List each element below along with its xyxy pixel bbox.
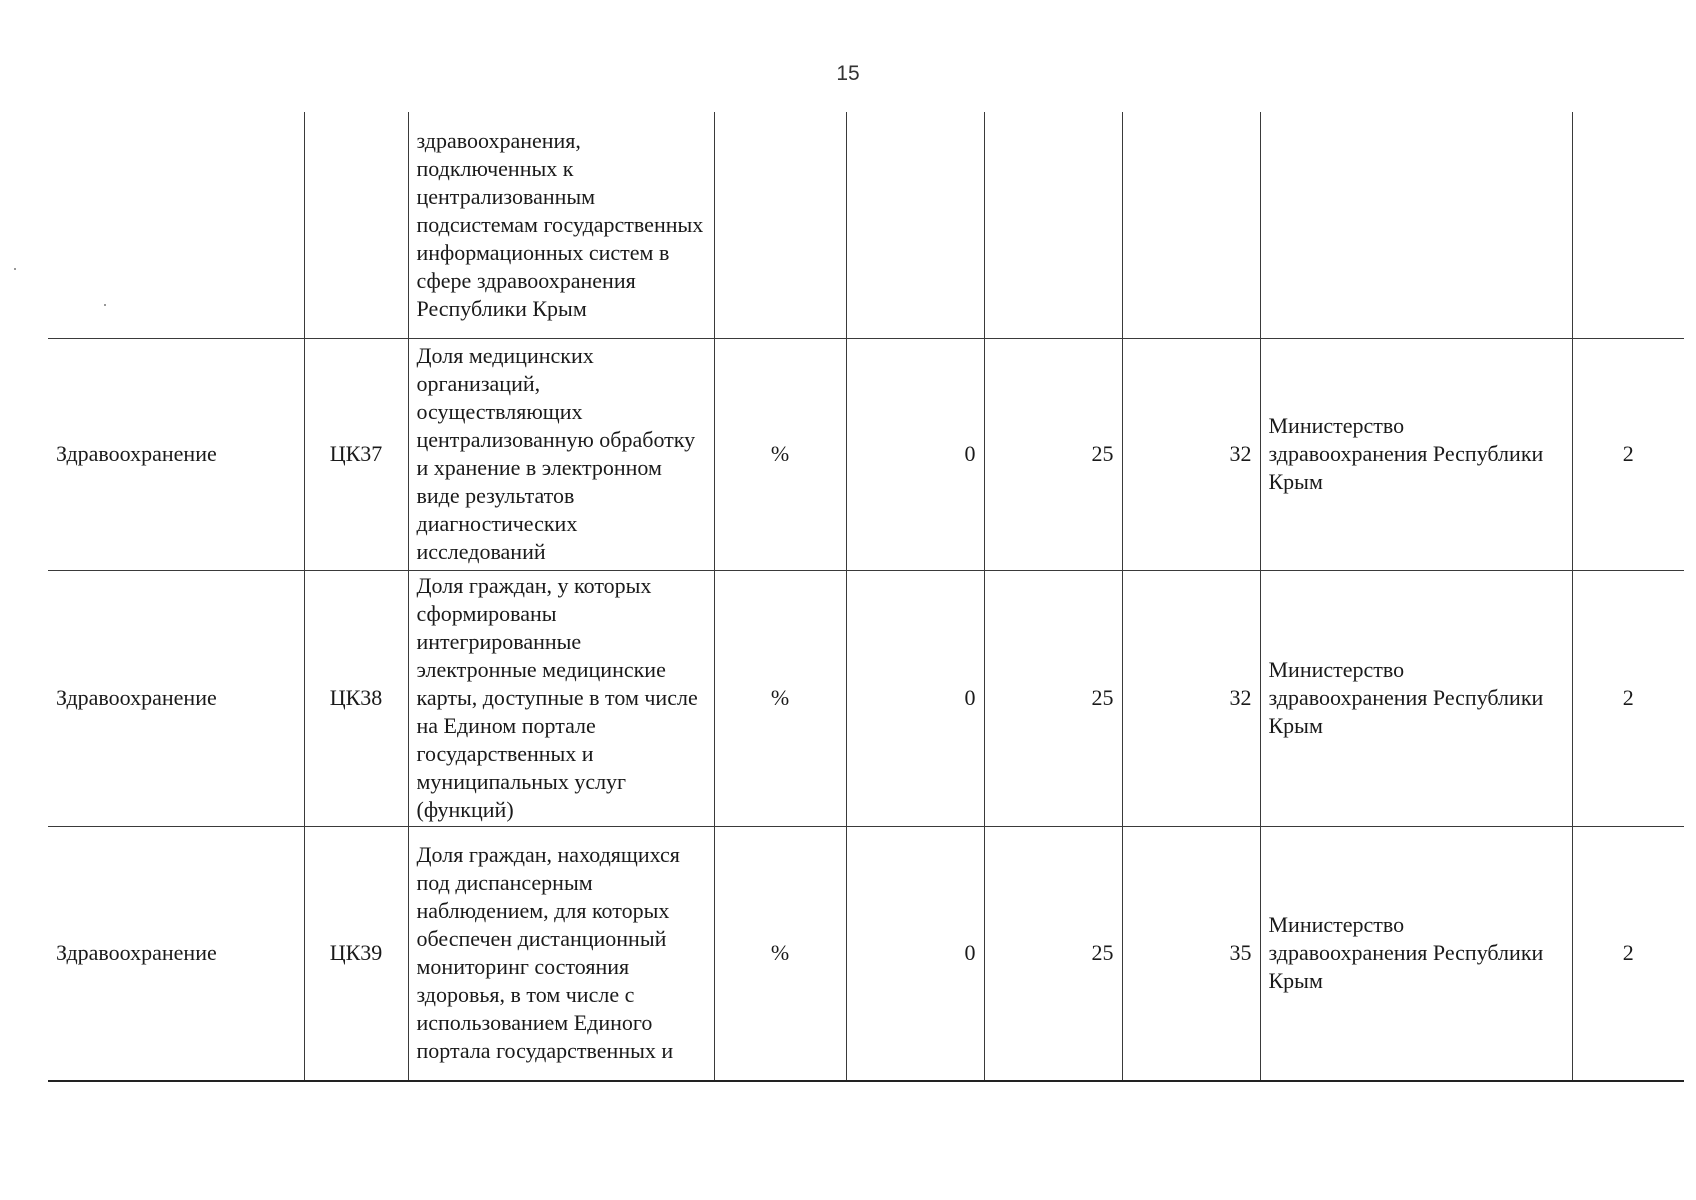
value-cell: 0 xyxy=(846,570,984,826)
indicator-name-cell: Доля медицинских организаций, осуществляющих централизованную обработку и хранение в электронном виде результатов диагностических исследований xyxy=(408,338,714,570)
table-row xyxy=(48,826,1684,1081)
value-cell xyxy=(1122,112,1260,338)
sector-cell xyxy=(48,112,304,338)
section-cell: 2 xyxy=(1572,826,1684,1081)
code-cell xyxy=(304,112,408,338)
value-cell: 32 xyxy=(1122,338,1260,570)
responsible-cell: Министерство здравоохранения Республики Крым xyxy=(1260,826,1572,1081)
indicator-name-cell: здравоохранения, подключенных к централизованным подсистемам государственных информационных систем в сфере здравоохранения Республики Крым xyxy=(408,112,714,338)
sector-cell: Здравоохранение xyxy=(48,338,304,570)
table-row xyxy=(48,112,1684,338)
scan-dot xyxy=(14,268,16,270)
code-cell: ЦК38 xyxy=(304,570,408,826)
unit-cell: % xyxy=(714,570,846,826)
value-cell: 0 xyxy=(846,826,984,1081)
responsible-cell: Министерство здравоохранения Республики Крым xyxy=(1260,570,1572,826)
table-row xyxy=(48,338,1684,570)
table-row xyxy=(48,570,1684,826)
section-cell: 2 xyxy=(1572,338,1684,570)
value-cell: 25 xyxy=(984,570,1122,826)
page-number: 15 xyxy=(836,62,860,85)
indicator-name-cell: Доля граждан, у которых сформированы интегрированные электронные медицинские карты, доступные в том числе на Едином портале государственных и муниципальных услуг (функций) xyxy=(408,570,714,826)
sector-cell: Здравоохранение xyxy=(48,570,304,826)
responsible-cell xyxy=(1260,112,1572,338)
section-cell xyxy=(1572,112,1684,338)
unit-cell xyxy=(714,112,846,338)
value-cell: 25 xyxy=(984,338,1122,570)
code-cell: ЦК37 xyxy=(304,338,408,570)
section-cell: 2 xyxy=(1572,570,1684,826)
value-cell: 25 xyxy=(984,826,1122,1081)
unit-cell: % xyxy=(714,338,846,570)
value-cell xyxy=(984,112,1122,338)
indicators-table xyxy=(48,112,1684,1082)
unit-cell: % xyxy=(714,826,846,1081)
responsible-cell: Министерство здравоохранения Республики Крым xyxy=(1260,338,1572,570)
code-cell: ЦК39 xyxy=(304,826,408,1081)
indicator-name-cell: Доля граждан, находящихся под диспансерным наблюдением, для которых обеспечен дистанционный мониторинг состояния здоровья, в том числе с использованием Единого портала государственных и xyxy=(408,826,714,1081)
sector-cell: Здравоохранение xyxy=(48,826,304,1081)
value-cell xyxy=(846,112,984,338)
value-cell: 0 xyxy=(846,338,984,570)
value-cell: 35 xyxy=(1122,826,1260,1081)
value-cell: 32 xyxy=(1122,570,1260,826)
